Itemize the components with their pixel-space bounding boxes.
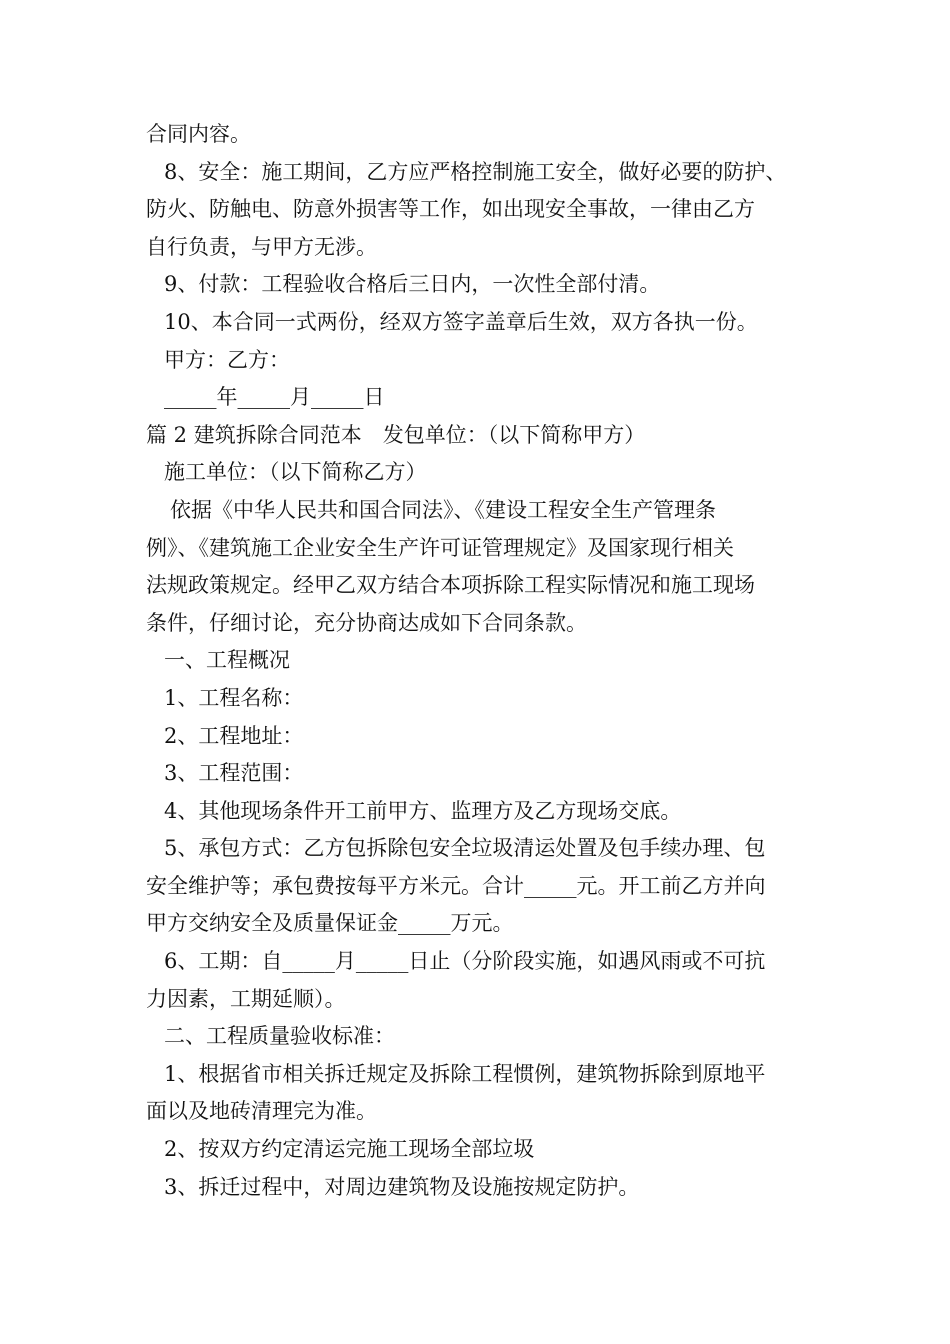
text-line: 甲方交纳安全及质量保证金_____万元。 [146, 911, 514, 936]
list-item: 3、拆迁过程中，对周边建筑物及设施按规定防护。 [164, 1174, 640, 1199]
list-item: 2、按双方约定清运完施工现场全部垃圾 [164, 1137, 535, 1162]
list-item: 4、其他现场条件开工前甲方、监理方及乙方现场交底。 [164, 798, 682, 823]
text-line: 面以及地砖清理完为准。 [146, 1099, 377, 1124]
list-item: 5、承包方式：乙方包拆除包安全垃圾清运处置及包手续办理、包 [164, 836, 766, 861]
text-line: 条件，仔细讨论，充分协商达成如下合同条款。 [146, 610, 587, 635]
list-item: 1、工程名称： [164, 685, 304, 710]
clause-8-line: 8、安全：施工期间，乙方应严格控制施工安全，做好必要的防护、 [164, 159, 787, 184]
text-line: 力因素，工期延顺）。 [146, 986, 346, 1011]
clause-10-line: 10、本合同一式两份，经双方签字盖章后生效，双方各执一份。 [164, 309, 758, 334]
list-item: 3、工程范围： [164, 761, 304, 786]
list-item: 2、工程地址： [164, 723, 304, 748]
preamble-line: 依据《中华人民共和国合同法》、《建设工程安全生产管理条 [170, 497, 716, 522]
list-item: 6、工期：自_____月_____日止（分阶段实施，如遇风雨或不可抗 [164, 949, 766, 974]
text-line: 防火、防触电、防意外损害等工作，如出现安全事故，一律由乙方 [146, 197, 755, 222]
section-2-heading: 篇 2 建筑拆除合同范本 发包单位：（以下简称甲方） [146, 422, 646, 447]
text-line: 例》、《建筑施工企业安全生产许可证管理规定》及国家现行相关 [146, 535, 734, 560]
text-line: 合同内容。 [146, 122, 251, 146]
document-body [146, 116, 826, 1206]
contractor-line: 施工单位：（以下简称乙方） [164, 460, 427, 485]
text-line: 安全维护等；承包费按每平方米元。合计_____元。开工前乙方并向 [146, 873, 766, 898]
clause-9-line: 9、付款：工程验收合格后三日内，一次性全部付清。 [164, 272, 661, 297]
text-line: 法规政策规定。经甲乙双方结合本项拆除工程实际情况和施工现场 [146, 573, 755, 598]
section-heading-overview: 一、工程概况 [164, 648, 290, 673]
signature-date: _____年_____月_____日 [164, 385, 385, 410]
signature-parties: 甲方：乙方： [164, 347, 290, 372]
section-heading-quality: 二、工程质量验收标准： [164, 1024, 395, 1049]
text-line: 自行负责，与甲方无涉。 [146, 234, 377, 259]
list-item: 1、根据省市相关拆迁规定及拆除工程惯例，建筑物拆除到原地平 [164, 1061, 766, 1086]
